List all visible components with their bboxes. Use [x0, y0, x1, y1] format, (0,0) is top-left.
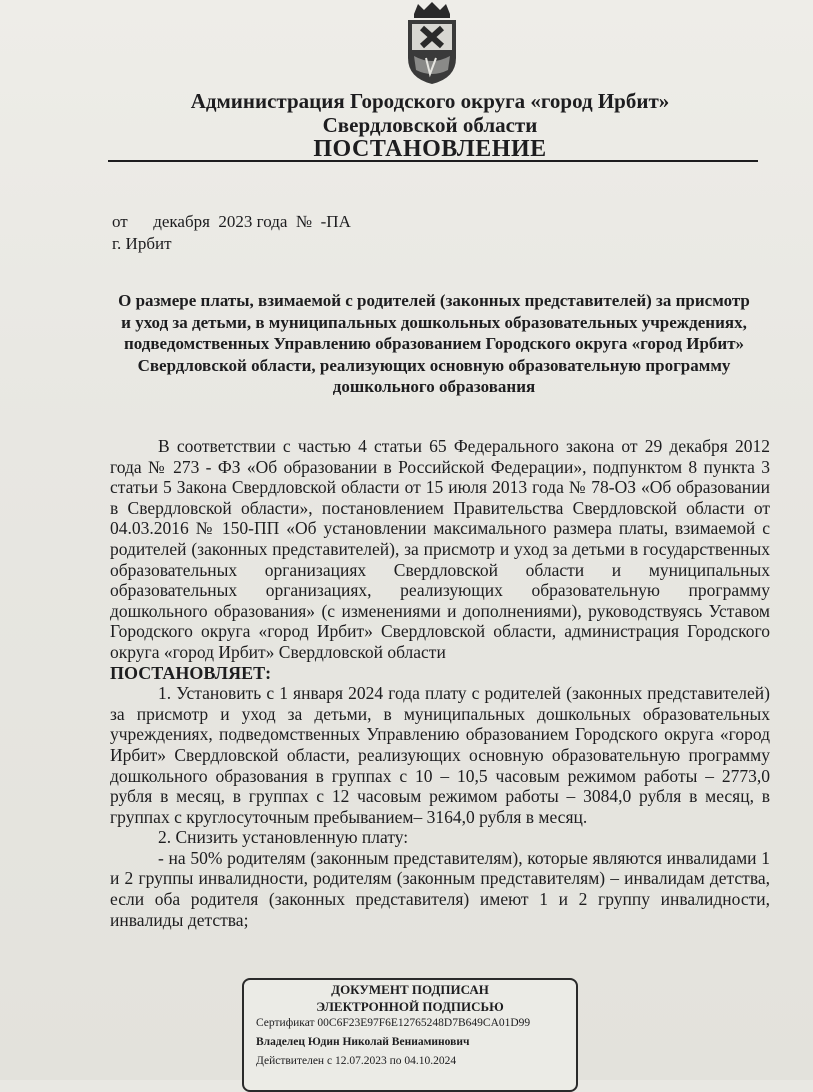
document-type-title: ПОСТАНОВЛЕНИЕ — [313, 136, 547, 162]
stamp-title-line2: ЭЛЕКТРОННОЙ ПОДПИСЬЮ — [316, 999, 504, 1014]
document-date-number: от декабря 2023 года № -ПА — [112, 212, 351, 231]
document-subject: О размере платы, взимаемой с родителей (законных представителей) за присмотр и уход за детьми, в муниципальных дошкольных образовательных учреждениях, подведомственных Управлению образованием Городского округа «город Ирбит» Свердловской области, реализующих основную образовательную программу дошкольного образования — [118, 291, 750, 396]
organization-region: Свердловской области — [322, 113, 538, 137]
stamp-certificate: Сертификат 00C6F23E97F6E12765248D7B649CA01D99 — [256, 1017, 531, 1029]
item-1-paragraph: 1. Установить с 1 января 2024 года плату с родителей (законных представителей) за присмотр и уход за детьми, в муниципальных дошкольных образовательных учреждениях, подведомственных Управлению образованием Городского округа «город Ирбит» Свердловской области, реализующих основную образовательную программу дошкольного образования в группах с 10 – 10,5 часовым режимом работы – 2773,0 рубля в месяц, в группах с 12 часовым режимом работы – 3084,0 рубля в месяц, в группах с круглосуточным пребыванием– 3164,0 рубля в месяц. — [110, 683, 770, 827]
stamp-title-line1: ДОКУМЕНТ ПОДПИСАН — [331, 982, 489, 997]
item-2-sub-paragraph: - на 50% родителям (законным представителям), которые являются инвалидами 1 и 2 группы инвалидности, родителям (законным представителям) – инвалидам детства, если оба родителя (законных представителя) имеют 1 и 2 группу инвалидности, инвалиды детства; — [110, 847, 770, 930]
header-divider — [108, 160, 758, 162]
document-body — [110, 436, 770, 930]
stamp-owner: Владелец Юдин Николай Вениаминович — [256, 1036, 470, 1048]
decree-word: ПОСТАНОВЛЯЕТ: — [110, 662, 272, 683]
item-2-paragraph: 2. Снизить установленную плату: — [158, 827, 409, 848]
coat-of-arms-icon — [400, 0, 464, 86]
preamble-paragraph: В соответствии с частью 4 статьи 65 Федерального закона от 29 декабря 2012 года № 273 - ФЗ «Об образовании в Российской Федерации», подпунктом 8 пункта 3 статьи 5 Закона Свердловской области от 15 июля 2013 года № 78-ОЗ «Об образовании в Свердловской области», постановлением Правительства Свердловской области от 04.03.2016 № 150-ПП «Об установлении максимального размера платы, взимаемой с родителей (законных представителей), за присмотр и уход за детьми в государственных образовательных организациях Свердловской области и муниципальных образовательных организациях, реализующих образовательную программу дошкольного образования» (с изменениями и дополнениями), руководствуясь Уставом Городского округа «город Ирбит» Свердловской области, администрация Городского округа «город Ирбит» Свердловской области — [110, 436, 770, 662]
electronic-signature-stamp — [242, 978, 578, 1092]
organization-name: Администрация Городского округа «город Ирбит» — [190, 89, 670, 113]
document-city: г. Ирбит — [112, 234, 172, 253]
stamp-validity: Действителен с 12.07.2023 по 04.10.2024 — [256, 1055, 457, 1067]
